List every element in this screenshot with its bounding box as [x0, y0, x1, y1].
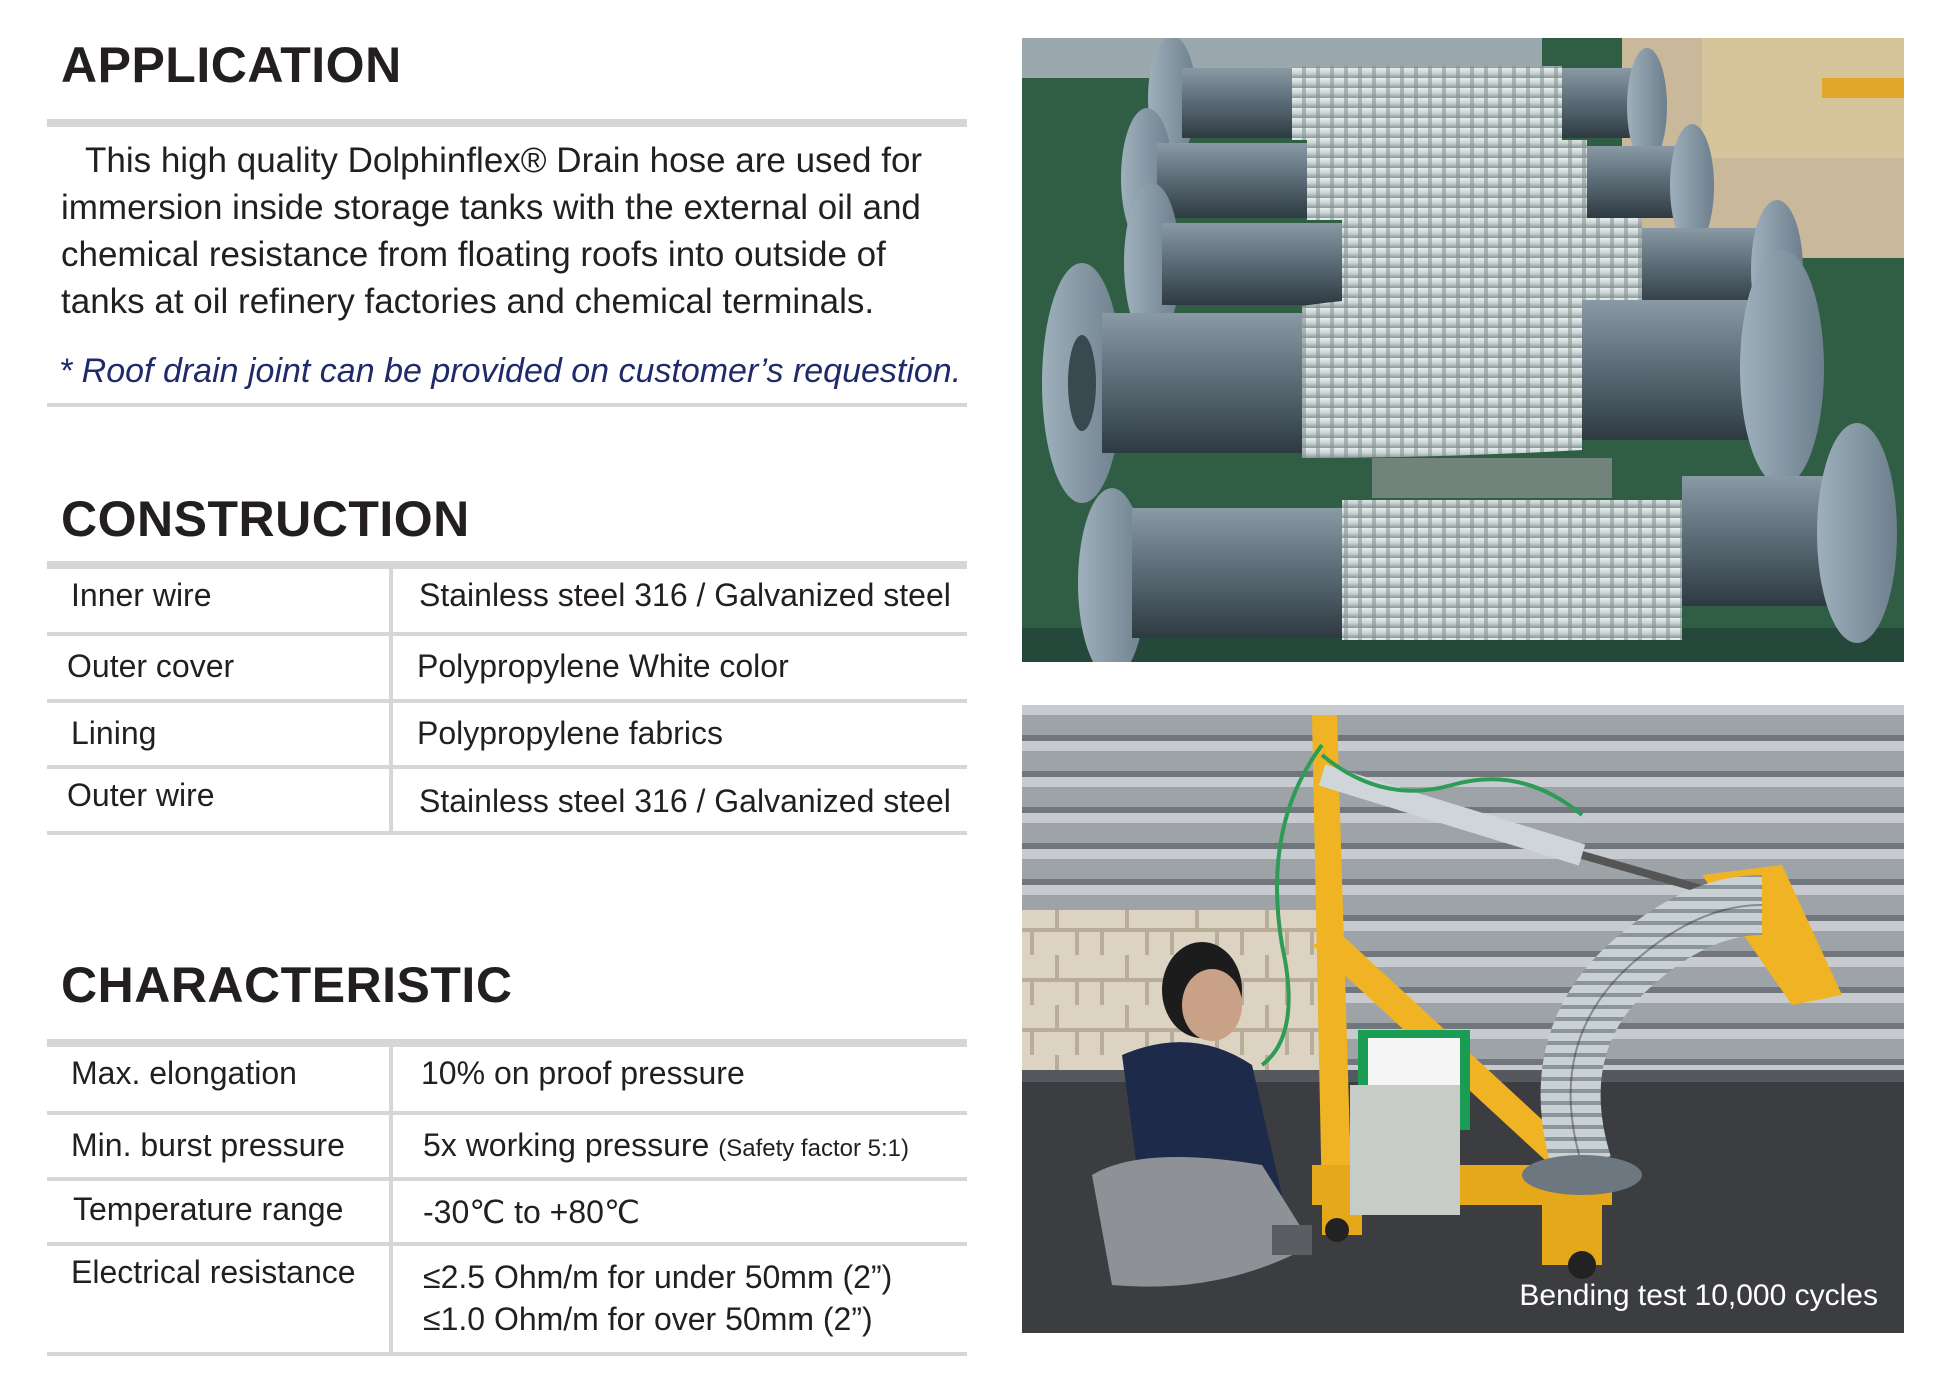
- row-value: Polypropylene fabrics: [391, 701, 967, 767]
- burst-note: (Safety factor 5:1): [718, 1135, 909, 1162]
- row-label: Lining: [47, 701, 391, 767]
- table-row: [47, 1113, 967, 1179]
- construction-title: CONSTRUCTION: [61, 491, 470, 547]
- hose-photo-illustration: [1022, 38, 1904, 662]
- burst-value: 5x working pressure: [423, 1127, 710, 1163]
- table-row: [47, 701, 967, 767]
- table-row: [47, 1244, 967, 1354]
- electrical-line-1: ≤2.5 Ohm/m for under 50mm (2”): [423, 1259, 893, 1295]
- construction-table: [47, 569, 967, 835]
- characteristic-table: [47, 1047, 967, 1356]
- table-row: [47, 1047, 967, 1113]
- row-value: Stainless steel 316 / Galvanized steel: [391, 767, 967, 833]
- divider: [47, 561, 967, 569]
- row-value: Polypropylene White color: [391, 634, 967, 701]
- application-description: [61, 137, 971, 325]
- row-label: Min. burst pressure: [47, 1113, 391, 1179]
- divider: [47, 1039, 967, 1047]
- application-note: * Roof drain joint can be provided on customer’s requestion.: [59, 352, 962, 390]
- table-row: [47, 1179, 967, 1244]
- application-title: APPLICATION: [61, 37, 402, 93]
- application-body: This high quality Dolphinflex® Drain hose are used for immersion inside storage tanks with the external oil and chemical resistance from floating roofs into outside of tanks at oil refinery factories and chemical terminals.: [61, 141, 923, 321]
- table-row: [47, 634, 967, 701]
- row-label: Electrical resistance: [47, 1244, 391, 1354]
- row-label: Outer cover: [47, 634, 391, 701]
- row-value: 10% on proof pressure: [391, 1047, 967, 1113]
- hose-photo: [1022, 38, 1904, 662]
- bending-test-photo: [1022, 705, 1904, 1333]
- row-label: Max. elongation: [47, 1047, 391, 1113]
- row-label: Inner wire: [47, 569, 391, 634]
- electrical-line-2: ≤1.0 Ohm/m for over 50mm (2”): [423, 1301, 873, 1337]
- bending-test-illustration: [1022, 705, 1904, 1333]
- characteristic-title: CHARACTERISTIC: [61, 957, 513, 1013]
- row-value: [391, 1244, 967, 1354]
- table-row: [47, 569, 967, 634]
- divider: [47, 119, 967, 127]
- row-value: -30℃ to +80℃: [391, 1179, 967, 1244]
- row-value: [391, 1113, 967, 1179]
- divider: [47, 403, 967, 407]
- spec-column: [47, 0, 967, 1396]
- row-label: Outer wire: [47, 767, 391, 833]
- row-label: Temperature range: [47, 1179, 391, 1244]
- bending-test-caption: Bending test 10,000 cycles: [1519, 1279, 1878, 1312]
- row-value: Stainless steel 316 / Galvanized steel: [391, 569, 967, 634]
- table-row: [47, 767, 967, 833]
